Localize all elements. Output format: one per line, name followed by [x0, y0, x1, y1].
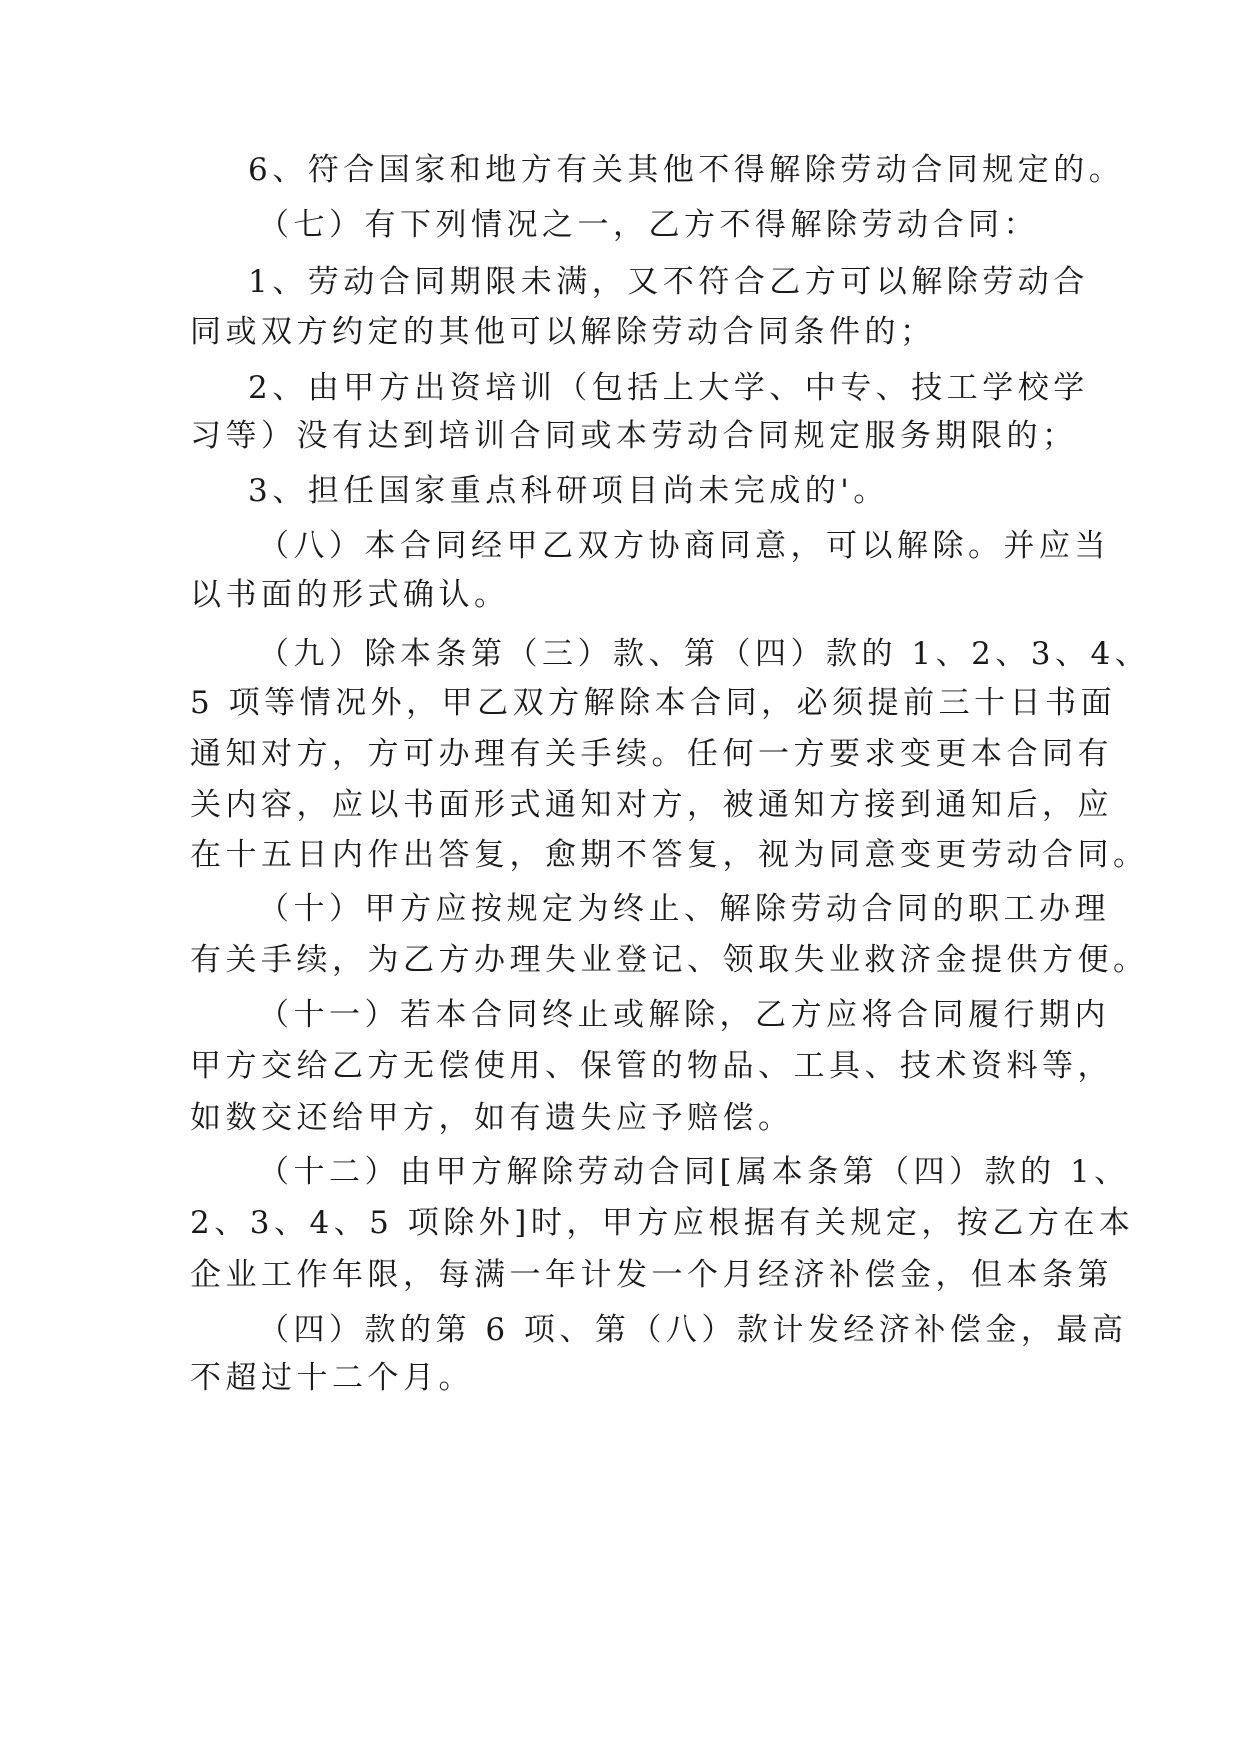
- text-line: 同或双方约定的其他可以解除劳动合同条件的；: [190, 314, 936, 350]
- text-line: （四）款的第 6 项、第（八）款计发经济补偿金，最高: [258, 1312, 1128, 1348]
- text-line: 5 项等情况外，甲乙双方解除本合同，必须提前三十日书面: [190, 685, 1117, 721]
- text-line: （八）本合同经甲乙双方协商同意，可以解除。并应当: [258, 528, 1110, 564]
- text-line: 3、担任国家重点科研项目尚未完成的'。: [248, 473, 889, 509]
- text-line: 2、3、4、5 项除外]时，甲方应根据有关规定，按乙方在本: [190, 1205, 1135, 1241]
- text-line: 习等）没有达到培训合同或本劳动合同规定服务期限的；: [190, 418, 1078, 454]
- text-line: 企业工作年限，每满一年计发一个月经济补偿金，但本条第: [190, 1257, 1113, 1293]
- text-line: （十）甲方应按规定为终止、解除劳动合同的职工办理: [258, 891, 1110, 927]
- text-line: 2、由甲方出资培训（包括上大学、中专、技工学校学: [248, 370, 1089, 406]
- text-line: 不超过十二个月。: [190, 1360, 474, 1396]
- text-line: 甲方交给乙方无偿使用、保管的物品、工具、技术资料等，: [190, 1048, 1113, 1084]
- text-line: 通知对方，方可办理有关手续。任何一方要求变更本合同有: [190, 736, 1113, 772]
- text-line: 关内容，应以书面形式通知对方，被通知方接到通知后，应: [190, 787, 1113, 823]
- text-line: （九）除本条第（三）款、第（四）款的 1、2、3、4、: [258, 636, 1151, 672]
- text-line: 1、劳动合同期限未满，又不符合乙方可以解除劳动合: [248, 264, 1089, 300]
- text-line: 在十五日内作出答复，愈期不答复，视为同意变更劳动合同。: [190, 837, 1149, 873]
- text-line: 有关手续，为乙方办理失业登记、领取失业救济金提供方便。: [190, 942, 1149, 978]
- text-line: （十一）若本合同终止或解除，乙方应将合同履行期内: [258, 997, 1110, 1033]
- text-line: 以书面的形式确认。: [190, 577, 510, 613]
- text-line: 6、符合国家和地方有关其他不得解除劳动合同规定的。: [248, 152, 1125, 188]
- text-line: （七）有下列情况之一，乙方不得解除劳动合同：: [258, 207, 1039, 243]
- text-line: （十二）由甲方解除劳动合同[属本条第（四）款的 1、: [258, 1154, 1130, 1190]
- text-line: 如数交还给甲方，如有遗失应予赔偿。: [190, 1100, 794, 1136]
